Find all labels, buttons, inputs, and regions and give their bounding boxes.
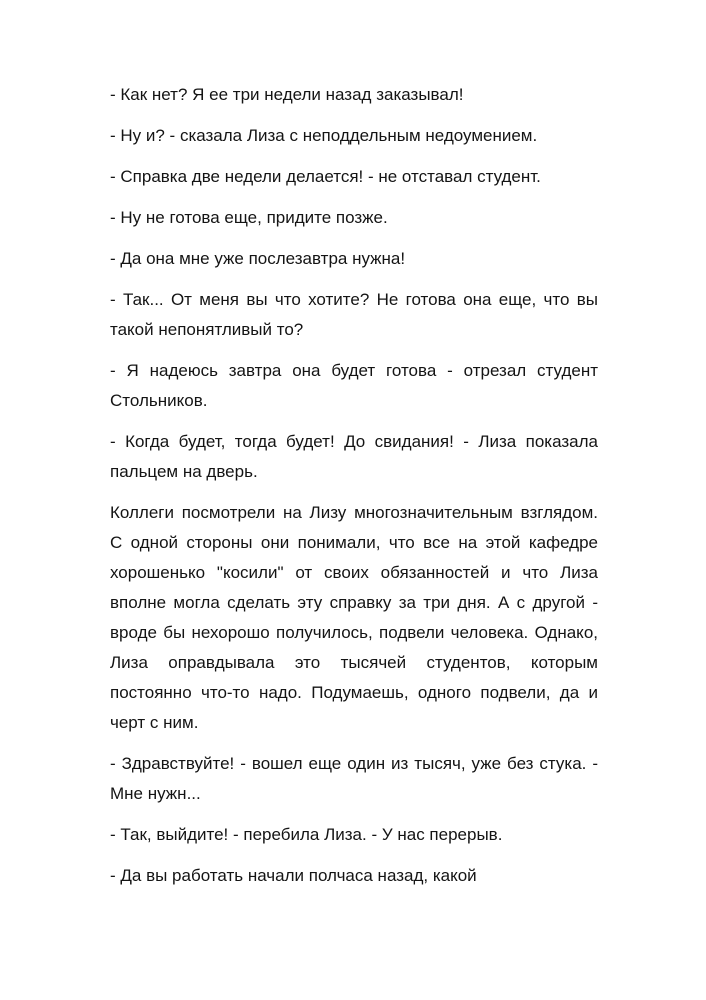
paragraph: - Ну и? - сказала Лиза с неподдельным недоумением. xyxy=(110,126,538,145)
paragraph: - Так, выйдите! - перебила Лиза. - У нас перерыв. xyxy=(110,825,503,844)
paragraph: - Ну не готова еще, придите позже. xyxy=(110,208,388,227)
body-text-column xyxy=(110,80,598,891)
paragraph: - Справка две недели делается! - не отставал студент. xyxy=(110,167,541,186)
paragraph: - Так... От меня вы что хотите? Не готова она еще, что вы такой непонятливый то? xyxy=(110,290,598,339)
paragraph: - Здравствуйте! - вошел еще один из тысяч, уже без стука. - Мне нужн... xyxy=(110,754,598,803)
paragraph-truncated: - Да вы работать начали полчаса назад, какой xyxy=(110,866,477,885)
paragraph: - Когда будет, тогда будет! До свидания! - Лиза показала пальцем на дверь. xyxy=(110,432,598,481)
paragraph: - Да она мне уже послезавтра нужна! xyxy=(110,249,406,268)
paragraph: - Как нет? Я ее три недели назад заказывал! xyxy=(110,85,464,104)
paragraph: Коллеги посмотрели на Лизу многозначительным взглядом. С одной стороны они понимали, что все на этой кафедре хорошенько "косили" от своих обязанностей и что Лиза вполне могла сделать эту справку за три дня. А с другой - вроде бы нехорошо получилось, подвели человека. Однако, Лиза оправдывала это тысячей студентов, которым постоянно что-то надо. Подумаешь, одного подвели, да и черт с ним. xyxy=(110,503,598,732)
paragraph: - Я надеюсь завтра она будет готова - отрезал студент Стольников. xyxy=(110,361,598,410)
